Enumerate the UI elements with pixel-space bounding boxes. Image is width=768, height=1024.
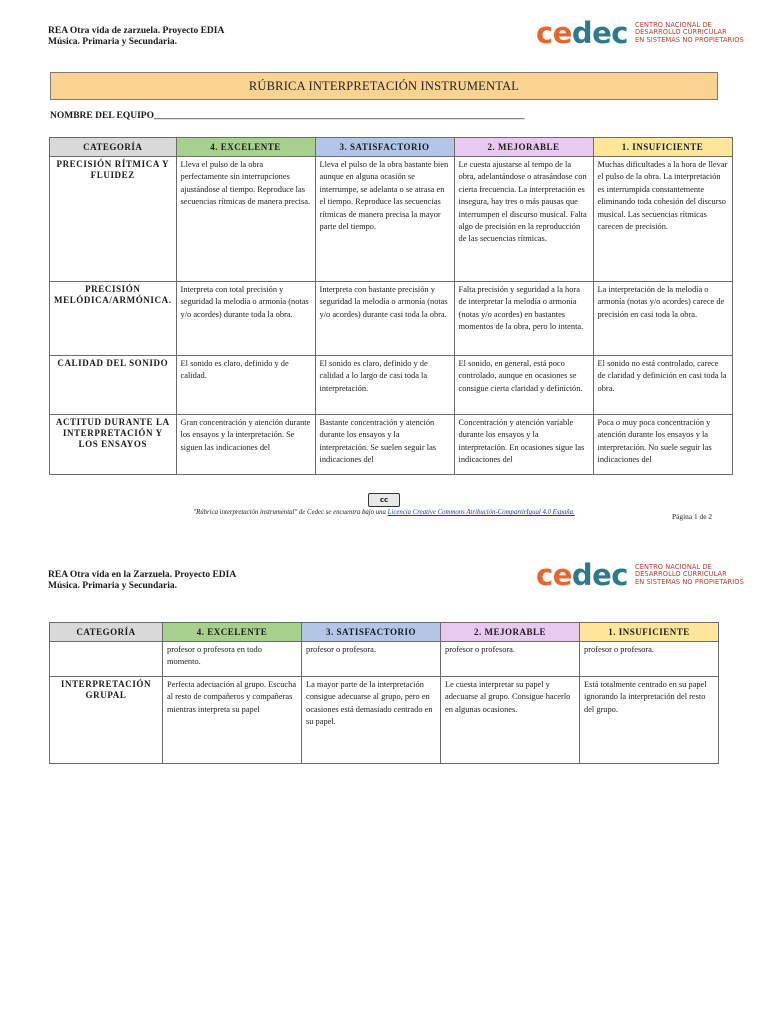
category-cell: PRECISIÓN MELÓDICA/ARMÓNICA. — [50, 282, 177, 356]
criterion-cell: Poca o muy poca concentración y atención durante los ensayos y la interpretación. No suele seguir las indicaciones del — [593, 415, 732, 475]
table-row — [50, 157, 733, 282]
criterion-cell: Lleva el pulso de la obra perfectamente sin interrupciones ajustándose al tiempo. Reproduce las secuencias rítmicas de manera precisa. — [176, 157, 315, 282]
license-footer: "Rúbrica interpretación instrumental" de Cedec se encuentra bajo una Licencia Creative Commons Atribución-CompartirIgual 4.0 España. — [193, 509, 575, 516]
col-header-category: CATEGORÍA — [50, 138, 177, 157]
col-header-satisfactorio: 3. SATISFACTORIO — [315, 138, 454, 157]
col-header-satisfactorio: 3. SATISFACTORIO — [302, 623, 441, 642]
criterion-cell: La interpretación de la melodía o armonía (notas y/o acordes) carece de precisión en casi toda la obra. — [593, 282, 732, 356]
rubric-table-page-2 — [49, 622, 719, 764]
col-header-excelente: 4. EXCELENTE — [176, 138, 315, 157]
criterion-cell: El sonido es claro, definido y de calidad. — [176, 356, 315, 415]
page-number: Página 1 de 2 — [672, 512, 713, 521]
col-header-mejorable: 2. MEJORABLE — [454, 138, 593, 157]
criterion-cell: La mayor parte de la interpretación consigue adecuarse al grupo, pero en ocasiones está demasiado centrado en su papel. — [302, 677, 441, 764]
col-header-excelente: 4. EXCELENTE — [163, 623, 302, 642]
header-subject: Música. Primaria y Secundaria. — [48, 581, 178, 591]
rubric-header-row — [50, 623, 719, 642]
category-cell: CALIDAD DEL SONIDO — [50, 356, 177, 415]
col-header-insuficiente: 1. INSUFICIENTE — [593, 138, 732, 157]
criterion-cell: Interpreta con total precisión y seguridad la melodía o armonía (notas y/o acordes) durante toda la obra. — [176, 282, 315, 356]
page-separator — [0, 532, 768, 548]
team-name-field: NOMBRE DEL EQUIPO______________________________________________________________________________ — [50, 111, 525, 121]
criterion-cell: Bastante concentración y atención durante los ensayos y la interpretación. Se suelen seguir las indicaciones del — [315, 415, 454, 475]
criterion-cell: Está totalmente centrado en su papel ignorando la interpretación del resto del grupo. — [580, 677, 719, 764]
criterion-cell: profesor o profesora. — [302, 642, 441, 677]
category-cell: PRECISIÓN RÍTMICA Y FLUIDEZ — [50, 157, 177, 282]
criterion-cell: El sonido, en general, está poco controlado, aunque en ocasiones se consigue cierta claridad y definición. — [454, 356, 593, 415]
criterion-cell: Falta precisión y seguridad a la hora de interpretar la melodía o armonía (notas y/o acordes) en bastantes momentos de la obra, pero lo intenta. — [454, 282, 593, 356]
cedec-logo-word: cedec — [536, 558, 628, 592]
criterion-cell: El sonido es claro, definido y de calidad a lo largo de casi toda la interpretación. — [315, 356, 454, 415]
criterion-cell: Concentración y atención variable durante los ensayos y la interpretación. En ocasiones sigue las indicaciones del — [454, 415, 593, 475]
col-header-category: CATEGORÍA — [50, 623, 163, 642]
category-cell: ACTITUD DURANTE LA INTERPRETACIÓN Y LOS ENSAYOS — [50, 415, 177, 475]
criterion-cell: profesor o profesora. — [441, 642, 580, 677]
criterion-cell: El sonido no está controlado, carece de claridad y definición en casi toda la obra. — [593, 356, 732, 415]
category-cell: INTERPRETACIÓN GRUPAL — [50, 677, 163, 764]
table-row — [50, 677, 719, 764]
table-row — [50, 356, 733, 415]
cedec-logo-subtitle: CENTRO NACIONAL DE DESARROLLO CURRICULAR EN SISTEMAS NO PROPIETARIOS — [634, 563, 744, 586]
page-2 — [0, 548, 768, 1024]
rubric-title: RÚBRICA INTERPRETACIÓN INSTRUMENTAL — [50, 72, 718, 100]
criterion-cell: Muchas dificultades a la hora de llevar el pulso de la obra. La interpretación es interrumpida constantemente eliminando toda cohesión del discurso musical. Las secuencias rítmicas carecen de precisión. — [593, 157, 732, 282]
header-project: REA Otra vida de zarzuela. Proyecto EDIA — [48, 26, 225, 36]
table-row — [50, 642, 719, 677]
rubric-table-page-1 — [49, 137, 733, 475]
cedec-logo-word: cedec — [536, 16, 628, 50]
license-link[interactable]: Licencia Creative Commons Atribución-CompartirIgual 4.0 España. — [387, 509, 575, 516]
criterion-cell: profesor o profesora. — [580, 642, 719, 677]
rubric-header-row — [50, 138, 733, 157]
category-cell — [50, 642, 163, 677]
header-project: REA Otra vida en la Zarzuela. Proyecto EDIA — [48, 570, 237, 580]
criterion-cell: Gran concentración y atención durante los ensayos y la interpretación. Se siguen las indicaciones del — [176, 415, 315, 475]
header-subject: Música. Primaria y Secundaria. — [48, 37, 178, 47]
criterion-cell: profesor o profesora en todo momento. — [163, 642, 302, 677]
table-row — [50, 282, 733, 356]
criterion-cell: Lleva el pulso de la obra bastante bien aunque en alguna ocasión se interrumpe, se adelanta o se atrasa en el tiempo. Reproduce las secuencias rítmicas de manera precisa la mayor parte del tiempo. — [315, 157, 454, 282]
criterion-cell: Interpreta con bastante precisión y seguridad la melodía o armonía (notas y/o acordes) durante casi toda la obra. — [315, 282, 454, 356]
creative-commons-badge: cc — [368, 493, 400, 507]
table-row — [50, 415, 733, 475]
cedec-logo-subtitle: CENTRO NACIONAL DE DESARROLLO CURRICULAR EN SISTEMAS NO PROPIETARIOS — [634, 21, 744, 44]
criterion-cell: Le cuesta interpretar su papel y adecuarse al grupo. Consigue hacerlo en algunas ocasiones. — [441, 677, 580, 764]
criterion-cell: Perfecta adecuación al grupo. Escucha al resto de compañeros y compañeras mientras interpreta su papel — [163, 677, 302, 764]
cedec-logo — [536, 18, 744, 48]
criterion-cell: Le cuesta ajustarse al tempo de la obra, adelantándose o atrasándose con cierta frecuencia. La interpretación es insegura, hay tres o más pausas que interrumpen el discurso musical. Falta algo de precisión en la reproducción de las secuencias rítmicas. — [454, 157, 593, 282]
col-header-mejorable: 2. MEJORABLE — [441, 623, 580, 642]
col-header-insuficiente: 1. INSUFICIENTE — [580, 623, 719, 642]
cedec-logo — [536, 560, 744, 590]
